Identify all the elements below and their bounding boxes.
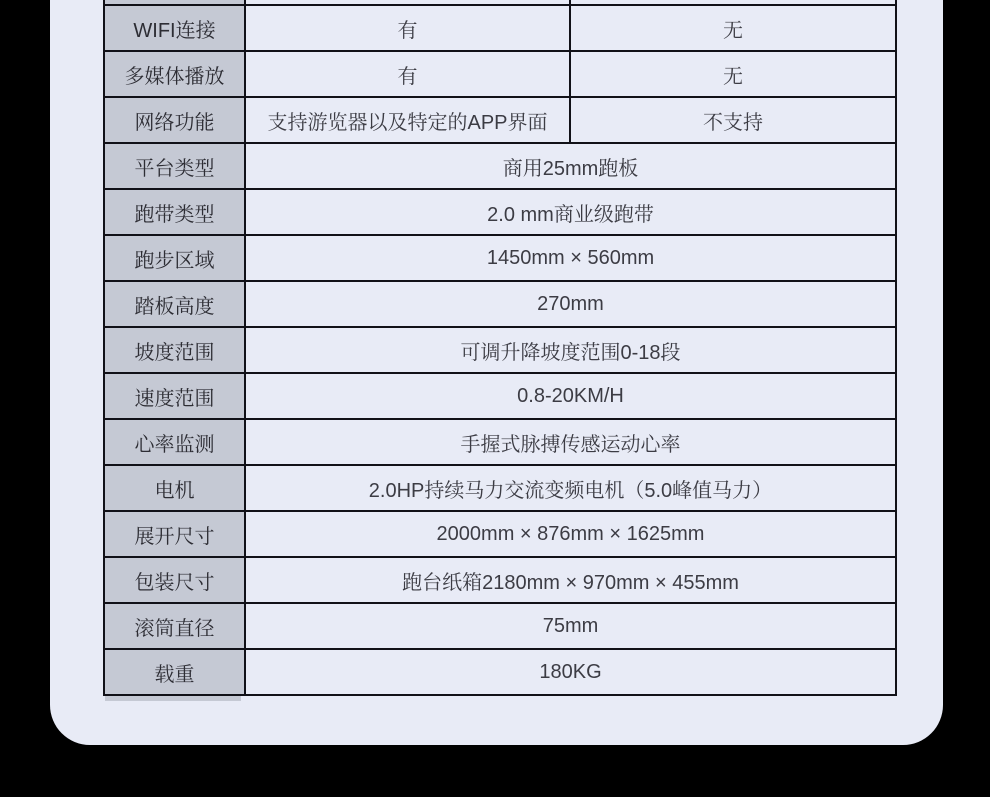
- spec-value-cell: 2.0 mm商业级跑带: [245, 189, 896, 235]
- spec-row: [104, 511, 896, 557]
- spec-value-cell: 可调升降坡度范围0-18段: [245, 327, 896, 373]
- spec-row: [104, 465, 896, 511]
- spec-label-cell: 跑带类型: [104, 189, 245, 235]
- spec-label-cell: 展开尺寸: [104, 511, 245, 557]
- spec-value-cell: 有: [245, 5, 570, 51]
- spec-value-cell: 270mm: [245, 281, 896, 327]
- spec-label-cell: 包装尺寸: [104, 557, 245, 603]
- spec-row: [104, 51, 896, 97]
- spec-label-cell: 多媒体播放: [104, 51, 245, 97]
- spec-value-cell: 有: [245, 51, 570, 97]
- spec-label-cell: 速度范围: [104, 373, 245, 419]
- spec-value-cell: 不支持: [570, 97, 896, 143]
- spec-label-cell: 电机: [104, 465, 245, 511]
- spec-value-cell: 跑台纸箱2180mm × 970mm × 455mm: [245, 557, 896, 603]
- spec-row: [104, 373, 896, 419]
- spec-label-cell: 平台类型: [104, 143, 245, 189]
- spec-table-container: [103, 0, 897, 696]
- spec-label-cell: 跑步区域: [104, 235, 245, 281]
- spec-value-cell: 0.8-20KM/H: [245, 373, 896, 419]
- spec-value-cell: 2.0HP持续马力交流变频电机（5.0峰值马力）: [245, 465, 896, 511]
- spec-label-cell: 网络功能: [104, 97, 245, 143]
- spec-value-cell: 商用25mm跑板: [245, 143, 896, 189]
- spec-label-cell: WIFI连接: [104, 5, 245, 51]
- spec-row: [104, 143, 896, 189]
- spec-label-cell: 坡度范围: [104, 327, 245, 373]
- spec-label-cell: 载重: [104, 649, 245, 695]
- spec-value-cell: 1450mm × 560mm: [245, 235, 896, 281]
- spec-row: [104, 603, 896, 649]
- spec-label-cell: 滚筒直径: [104, 603, 245, 649]
- spec-row: [104, 557, 896, 603]
- spec-value-cell: 180KG: [245, 649, 896, 695]
- spec-row: [104, 5, 896, 51]
- spec-value-cell: 无: [570, 5, 896, 51]
- spec-table: [103, 0, 897, 696]
- spec-label-cell: 踏板高度: [104, 281, 245, 327]
- spec-value-cell: 支持游览器以及特定的APP界面: [245, 97, 570, 143]
- spec-value-cell: 75mm: [245, 603, 896, 649]
- table-bottom-label-stub: [105, 696, 241, 701]
- spec-row: [104, 649, 896, 695]
- spec-row: [104, 97, 896, 143]
- spec-row: [104, 235, 896, 281]
- spec-row: [104, 419, 896, 465]
- spec-row: [104, 281, 896, 327]
- spec-row: [104, 189, 896, 235]
- spec-label-cell: 心率监测: [104, 419, 245, 465]
- spec-value-cell: 2000mm × 876mm × 1625mm: [245, 511, 896, 557]
- spec-value-cell: 无: [570, 51, 896, 97]
- spec-value-cell: 手握式脉搏传感运动心率: [245, 419, 896, 465]
- spec-row: [104, 327, 896, 373]
